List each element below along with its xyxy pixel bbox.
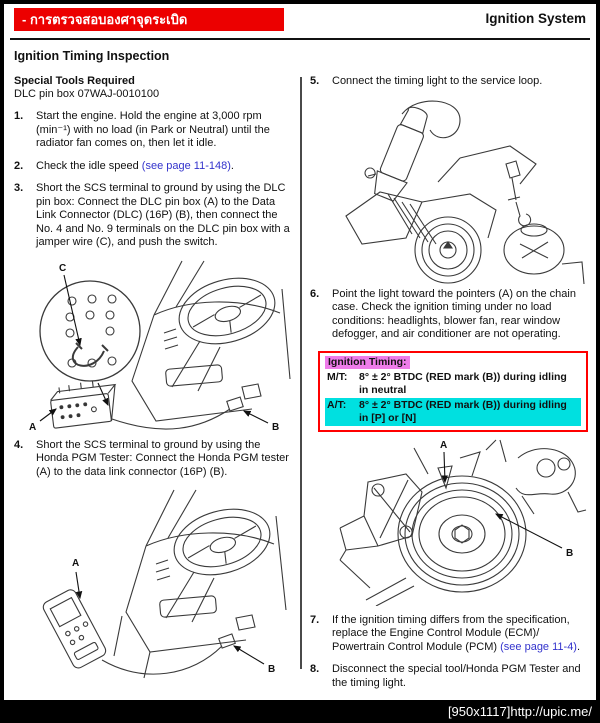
special-tools-heading: Special Tools Required <box>14 75 135 87</box>
step-text: Short the SCS terminal to ground by using the Honda PGM Tester: Connect the Honda PGM tester (A) to the data link connector (16P) (B). <box>36 438 289 478</box>
step-4 <box>14 439 292 480</box>
figure-label-b: B <box>272 421 280 433</box>
step-text: Point the light toward the pointers (A) on the chain case. Check the ignition timing under no load conditions: headlights, blower fan, rear window defogger, and air conditioner are not operating. <box>332 287 576 340</box>
step-2 <box>14 160 292 174</box>
page-title: Ignition Timing Inspection <box>14 49 170 63</box>
spec-title: Ignition Timing: <box>325 356 410 369</box>
step-number: 1. <box>14 110 24 122</box>
step-text-pre: If the ignition timing differs from the specification, replace the Engine Control Module (ECM)/ Powertrain Control Module (PCM) <box>332 613 570 653</box>
figure-label-b: B <box>566 547 574 559</box>
timing-light-figure <box>310 98 588 288</box>
step-number: 6. <box>310 287 320 300</box>
step-number: 3. <box>14 182 24 194</box>
left-column <box>14 75 292 698</box>
pulley-pointers-figure <box>310 438 588 606</box>
figure-label-a: A <box>72 558 80 569</box>
spec-row-mt <box>325 370 581 398</box>
step-7 <box>310 614 588 655</box>
step-8 <box>310 663 588 690</box>
step-number: 7. <box>310 613 320 626</box>
dlc-pin-box-figure <box>14 259 292 435</box>
ignition-timing-spec-box <box>318 351 588 432</box>
step-number: 4. <box>14 438 24 451</box>
step-text: Disconnect the special tool/Honda PGM Tester and the timing light. <box>332 663 581 689</box>
step-5 <box>310 75 588 89</box>
step-3 <box>14 182 292 250</box>
watermark-bar <box>0 700 600 723</box>
two-column-layout <box>14 75 592 698</box>
at-line1: 8° ± 2° BTDC (RED mark (B)) during idling <box>359 398 567 411</box>
mt-line2: in neutral <box>359 383 407 396</box>
figure-label-a: A <box>29 421 37 433</box>
spec-row-at <box>325 398 581 426</box>
step-number: 5. <box>310 75 320 87</box>
page-link-11-148[interactable]: (see page 11-148) <box>141 159 231 172</box>
step-number: 2. <box>14 159 24 172</box>
figure-label-c: C <box>59 262 67 274</box>
step-text <box>36 160 292 174</box>
step-text-pre: Check the idle speed <box>36 159 142 172</box>
figure-label-a: A <box>440 439 448 451</box>
header-divider <box>10 38 590 40</box>
step-text: Short the SCS terminal to ground by using the DLC pin box: Connect the DLC pin box (A) to the Data Link Connector (DLC) (16P) (B), then connect the No. 4 and No. 9 terminals on the DLC pin box with a jamper wire (C), and push the switch. <box>36 182 290 248</box>
page-link-11-4[interactable]: (see page 11-4) <box>500 640 577 653</box>
mt-value <box>359 371 567 397</box>
step-1 <box>14 110 292 151</box>
step-number: 8. <box>310 663 320 675</box>
system-header: Ignition System <box>485 11 586 26</box>
right-column <box>310 75 592 698</box>
mt-line1: 8° ± 2° BTDC (RED mark (B)) during idling <box>359 370 567 383</box>
thai-section-banner: - การตรวจสอบองศาจุดระเบิด <box>14 8 284 31</box>
step-text-post: . <box>576 640 581 653</box>
column-divider <box>300 77 302 669</box>
figure-label-b: B <box>268 664 276 675</box>
manual-page <box>4 4 596 700</box>
step-text: Connect the timing light to the service loop. <box>332 75 543 87</box>
pgm-tester-figure <box>14 488 292 688</box>
step-text <box>332 614 588 655</box>
step-6 <box>310 288 588 342</box>
at-value <box>359 399 567 425</box>
watermark-text: [950x1117]http://upic.me/ <box>447 704 592 719</box>
at-line2: in [P] or [N] <box>359 411 417 424</box>
at-label: A/T: <box>327 398 347 411</box>
step-text-post: . <box>230 159 234 172</box>
mt-label: M/T: <box>327 370 348 383</box>
special-tools-item: DLC pin box 07WAJ-0010100 <box>14 88 160 100</box>
step-text: Start the engine. Hold the engine at 3,000 rpm (min⁻¹) with no load (in Park or Neutral) until the radiator fan comes on, then let it idle. <box>36 110 270 149</box>
